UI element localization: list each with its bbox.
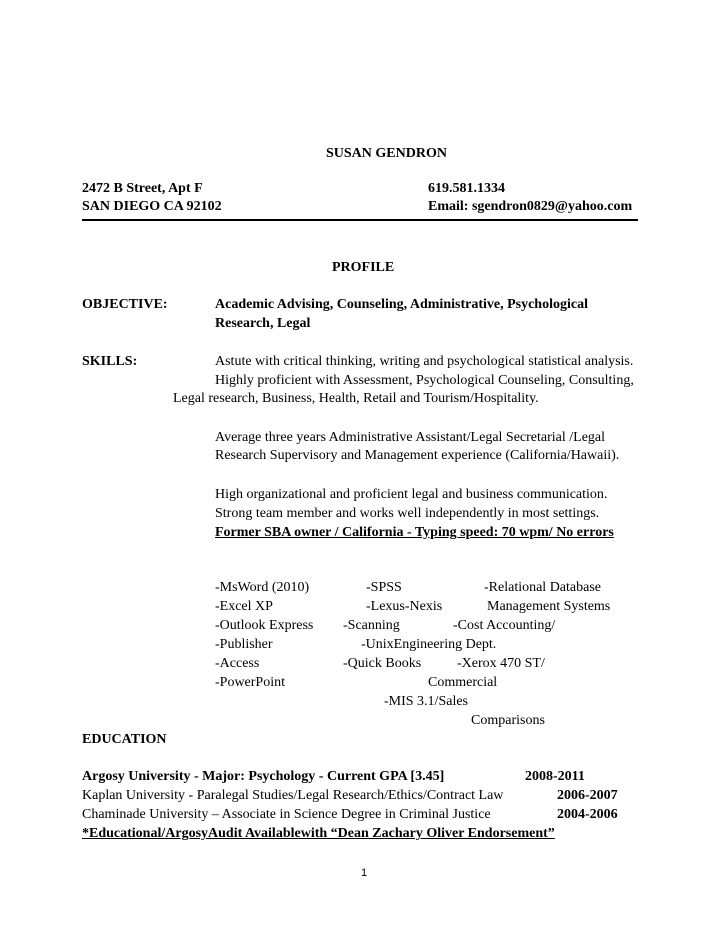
software-item: -MsWord (2010)	[215, 580, 310, 595]
education-entry: Argosy University - Major: Psychology - Current GPA [3.45]	[82, 769, 445, 784]
email-address: Email: sgendron0829@yahoo.com	[428, 199, 633, 214]
skills-line: Strong team member and works well independently in most settings.	[215, 506, 600, 521]
phone-number: 619.581.1334	[428, 181, 505, 196]
education-note: *Educational/ArgosyAudit Availablewith “Dean Zachary Oliver Endorsement”	[82, 826, 555, 841]
education-years: 2008-2011	[525, 769, 585, 784]
software-item: -Access	[215, 656, 260, 671]
education-years: 2006-2007	[557, 788, 618, 803]
software-item: -Cost Accounting/	[453, 618, 556, 633]
software-item: -MIS 3.1/Sales	[384, 694, 468, 709]
skills-line: Legal research, Business, Health, Retail and Tourism/Hospitality.	[173, 391, 539, 406]
software-item: -Scanning	[343, 618, 400, 633]
software-item: -Quick Books	[343, 656, 422, 671]
software-item: -Relational Database	[484, 580, 602, 595]
software-item: Commercial	[428, 675, 498, 690]
education-entry: Kaplan University - Paralegal Studies/Legal Research/Ethics/Contract Law	[82, 788, 504, 803]
skills-line: Average three years Administrative Assistant/Legal Secretarial /Legal	[215, 430, 606, 445]
software-item: -Publisher	[215, 637, 273, 652]
skills-line: Astute with critical thinking, writing and psychological statistical analysis.	[215, 354, 634, 369]
software-item: Management Systems	[487, 599, 611, 614]
skills-line: Research Supervisory and Management experience (California/Hawaii).	[215, 448, 620, 463]
address-street: 2472 B Street, Apt F	[82, 181, 203, 196]
software-item: -PowerPoint	[215, 675, 285, 690]
software-item: -Outlook Express	[215, 618, 314, 633]
objective-line-1: Academic Advising, Counseling, Administrative, Psychological	[215, 297, 588, 312]
page-number: 1	[361, 867, 368, 879]
education-heading: EDUCATION	[82, 732, 167, 747]
software-item: -Excel XP	[215, 599, 273, 614]
software-item: -UnixEngineering Dept.	[361, 637, 497, 652]
address-city: SAN DIEGO CA 92102	[82, 199, 222, 214]
profile-heading: PROFILE	[332, 260, 395, 275]
education-years: 2004-2006	[557, 807, 618, 822]
skills-highlight: Former SBA owner / California - Typing speed: 70 wpm/ No errors	[215, 525, 614, 540]
objective-line-2: Research, Legal	[215, 316, 311, 331]
software-item: -Xerox 470 ST/	[457, 656, 545, 671]
education-entry: Chaminade University – Associate in Science Degree in Criminal Justice	[82, 807, 491, 822]
software-item: -Lexus-Nexis	[366, 599, 443, 614]
skills-label: SKILLS:	[82, 354, 138, 369]
header-divider	[82, 219, 638, 221]
software-item: Comparisons	[471, 713, 545, 728]
software-item: -SPSS	[366, 580, 402, 595]
resume-name: SUSAN GENDRON	[326, 146, 447, 161]
skills-line: High organizational and proficient legal and business communication.	[215, 487, 608, 502]
objective-label: OBJECTIVE:	[82, 297, 168, 312]
skills-line: Highly proficient with Assessment, Psychological Counseling, Consulting,	[215, 373, 634, 388]
